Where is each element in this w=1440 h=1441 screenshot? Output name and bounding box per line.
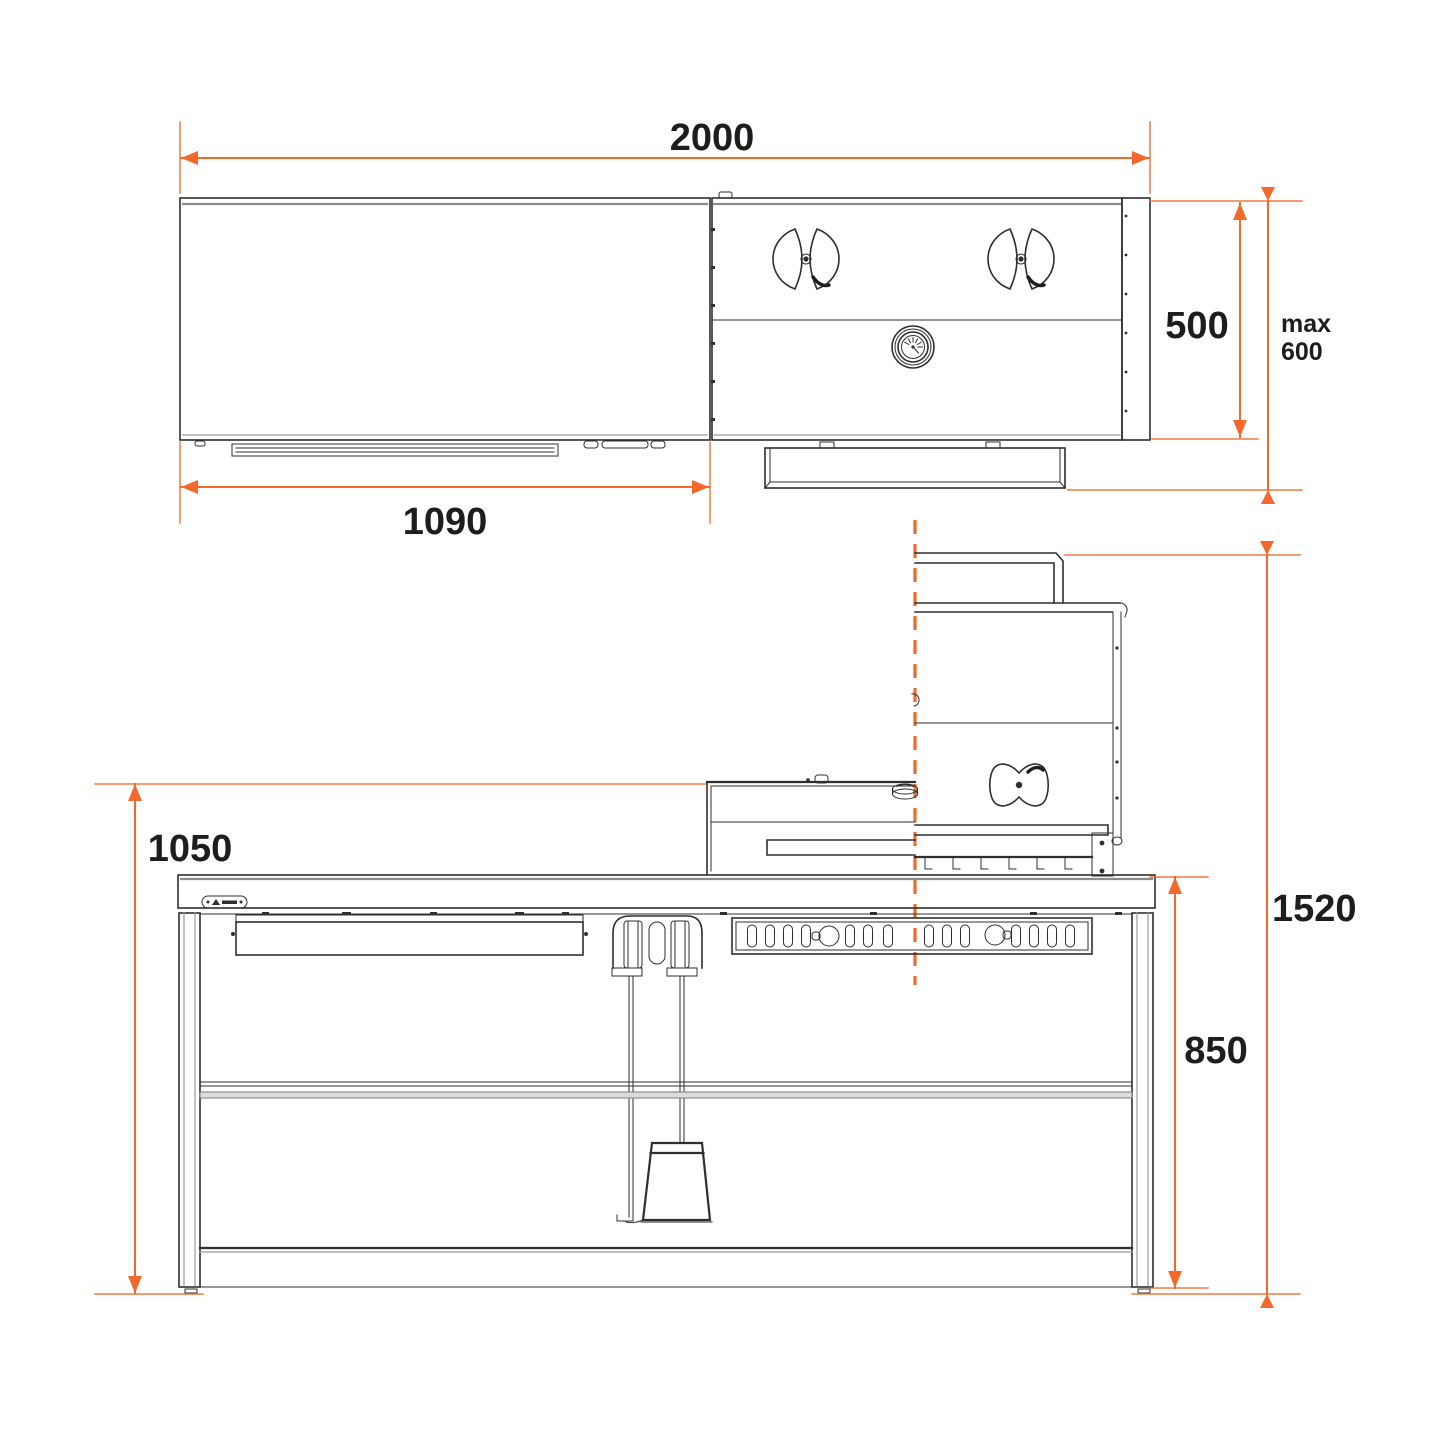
table-front bbox=[178, 875, 1155, 1293]
top-view-rear-shelf bbox=[765, 442, 1065, 488]
dim-body-depth bbox=[1150, 201, 1302, 439]
bottom-rail bbox=[200, 1248, 1132, 1287]
dim-label-max: max bbox=[1281, 310, 1332, 338]
dim-cabinet-width bbox=[180, 442, 710, 543]
gas-knob-right bbox=[985, 925, 1005, 945]
handle-slot bbox=[767, 840, 915, 855]
dim-label-600: 600 bbox=[1281, 338, 1323, 366]
top-view-cabinet-top bbox=[180, 198, 710, 456]
top-view-side-panel bbox=[1122, 198, 1150, 440]
dim-table-height bbox=[1150, 877, 1248, 1288]
tool-holder bbox=[612, 916, 702, 976]
right-leg bbox=[1132, 913, 1153, 1293]
front-tray bbox=[232, 444, 558, 456]
dim-worktop-height bbox=[95, 784, 705, 1294]
top-view-grill-lid bbox=[711, 192, 1122, 440]
left-leg bbox=[179, 913, 200, 1293]
windshield bbox=[915, 553, 1063, 603]
dim-label-850: 850 bbox=[1184, 1030, 1248, 1072]
front-view bbox=[95, 520, 1357, 1308]
vent-panel bbox=[732, 918, 1092, 954]
ash-scoop bbox=[626, 1143, 712, 1223]
lid-handle-knob-left bbox=[773, 229, 839, 289]
dim-label-2000: 2000 bbox=[669, 117, 755, 159]
vent-knob bbox=[990, 764, 1049, 806]
dim-label-500: 500 bbox=[1165, 305, 1229, 347]
thermometer-icon bbox=[892, 326, 934, 368]
plancha-front bbox=[707, 775, 918, 875]
lid-latch bbox=[719, 192, 732, 198]
brand-logo bbox=[202, 896, 247, 908]
top-view bbox=[180, 117, 1331, 543]
drawer bbox=[231, 915, 588, 955]
dim-total-height bbox=[1065, 541, 1357, 1308]
gas-knob-left bbox=[819, 926, 839, 946]
grill-front bbox=[912, 553, 1127, 876]
dim-label-1050: 1050 bbox=[147, 828, 233, 870]
hanging-tools bbox=[617, 976, 712, 1223]
stretcher-bars bbox=[200, 1082, 1132, 1098]
dim-total-width bbox=[180, 117, 1150, 193]
lid-handle-knob-right bbox=[988, 229, 1054, 289]
dim-label-1520: 1520 bbox=[1272, 888, 1357, 930]
dim-label-1090: 1090 bbox=[402, 501, 488, 543]
